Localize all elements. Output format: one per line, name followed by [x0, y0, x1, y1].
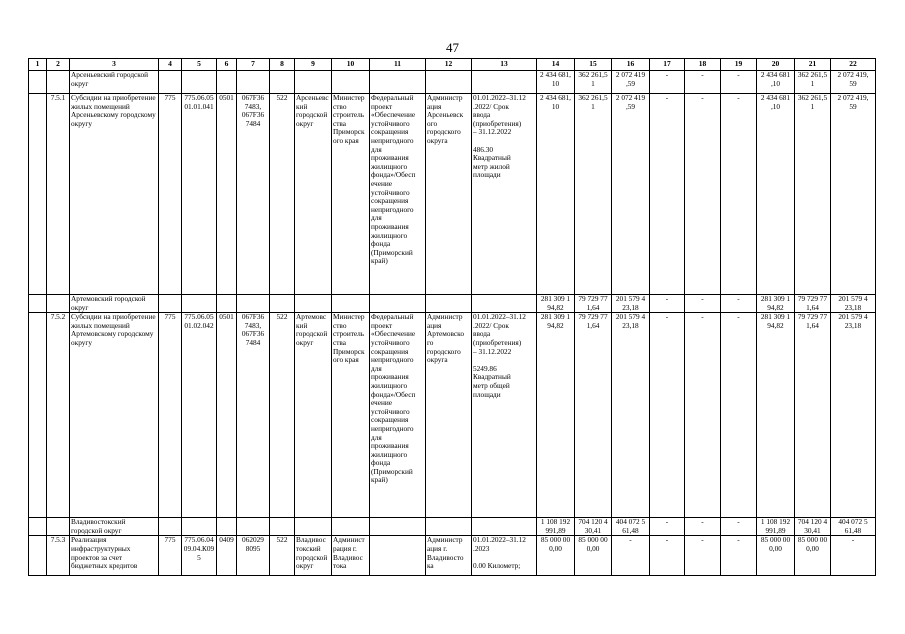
empty-cell	[332, 295, 370, 313]
empty-cell	[426, 71, 472, 94]
cell-name: Субсидии на приобретение жилых помещений Артемовскому городскому округу	[70, 313, 159, 518]
empty-cell	[295, 71, 332, 94]
column-header-5: 5	[182, 59, 217, 71]
cell-c6: 0409	[217, 536, 237, 576]
cell-c21: 362 261,5 1	[795, 94, 831, 295]
cell-c20: 85 000 00 0,00	[757, 536, 795, 576]
empty-cell	[237, 518, 270, 536]
empty-cell	[332, 71, 370, 94]
cell-c7: 067F36 7483, 067F36 7484	[237, 94, 270, 295]
empty-cell	[29, 536, 47, 576]
cell-c7: 062029 8095	[237, 536, 270, 576]
empty-cell	[47, 518, 70, 536]
cell-c20: 281 309 1 94,82	[757, 313, 795, 518]
cell-c4: 775	[159, 313, 182, 518]
column-header-14: 14	[537, 59, 575, 71]
empty-cell	[472, 518, 537, 536]
cell-c11: Федеральный проект «Обеспечение устойчивого сокращения непригодного для проживания жилищного фонда»/Обесп ечение устойчивого сокращения непригодного для проживания жилищного фонда (Приморский край)	[370, 94, 426, 295]
cell-c18: -	[685, 313, 721, 518]
column-header-6: 6	[217, 59, 237, 71]
cell-c17: -	[650, 536, 685, 576]
cell-c14: 281 309 1 94,82	[537, 295, 575, 313]
cell-c22: -	[831, 536, 876, 576]
cell-c17: -	[650, 295, 685, 313]
cell-c13: 01.01.2022–31.12 .2022/ Срок ввода (приобретения) – 31.12.2022 5249.86 Квадратный метр общей площади	[472, 313, 537, 518]
column-header-13: 13	[472, 59, 537, 71]
empty-cell	[295, 295, 332, 313]
cell-c15: 79 729 77 1,64	[575, 313, 612, 518]
cell-c22: 201 579 4 23,18	[831, 295, 876, 313]
cell-c11: Федеральный проект «Обеспечение устойчивого сокращения непригодного для проживания жилищного фонда»/Обесп ечение устойчивого сокращения непригодного для проживания жилищного фонда (Приморский край)	[370, 313, 426, 518]
column-header-18: 18	[685, 59, 721, 71]
empty-cell	[472, 295, 537, 313]
cell-c21: 704 120 4 30,41	[795, 518, 831, 536]
empty-cell	[182, 295, 217, 313]
cell-c22: 404 072 5 61,48	[831, 518, 876, 536]
empty-cell	[29, 71, 47, 94]
cell-c22: 2 072 419, 59	[831, 71, 876, 94]
cell-name: Субсидии на приобретение жилых помещений Арсеньевскому городскому округу	[70, 94, 159, 295]
cell-c16: 2 072 419 ,59	[612, 94, 650, 295]
cell-c18: -	[685, 71, 721, 94]
cell-c19: -	[721, 536, 757, 576]
empty-cell	[332, 518, 370, 536]
empty-cell	[159, 518, 182, 536]
cell-c14: 2 434 681, 10	[537, 94, 575, 295]
empty-cell	[182, 71, 217, 94]
subtotal-row	[29, 71, 876, 94]
column-header-8: 8	[270, 59, 295, 71]
column-header-10: 10	[332, 59, 370, 71]
cell-c19: -	[721, 295, 757, 313]
empty-cell	[29, 313, 47, 518]
empty-cell	[217, 518, 237, 536]
cell-c12: Администр ация г. Владивосто ка	[426, 536, 472, 576]
empty-cell	[47, 71, 70, 94]
cell-c5: 775.06.05 01.01.041	[182, 94, 217, 295]
column-header-21: 21	[795, 59, 831, 71]
cell-c15: 362 261,5 1	[575, 94, 612, 295]
column-header-4: 4	[159, 59, 182, 71]
empty-cell	[370, 71, 426, 94]
cell-c18: -	[685, 295, 721, 313]
empty-cell	[426, 295, 472, 313]
cell-c14: 2 434 681, 10	[537, 71, 575, 94]
cell-c10: Министер ство строитель ства Приморск ого края	[332, 94, 370, 295]
empty-cell	[472, 71, 537, 94]
cell-c13: 01.01.2022–31.12 .2023 0.00 Километр;	[472, 536, 537, 576]
cell-num: 7.5.1	[47, 94, 70, 295]
column-header-17: 17	[650, 59, 685, 71]
cell-name: Владивостокский городской округ	[70, 518, 159, 536]
column-header-7: 7	[237, 59, 270, 71]
table-row	[29, 313, 876, 518]
cell-c20: 281 309 1 94,82	[757, 295, 795, 313]
cell-c21: 362 261,5 1	[795, 71, 831, 94]
column-header-3: 3	[70, 59, 159, 71]
empty-cell	[270, 518, 295, 536]
column-header-row	[29, 59, 876, 71]
cell-c9: Арсеньевс кий городской округ	[295, 94, 332, 295]
cell-c18: -	[685, 518, 721, 536]
cell-c11	[370, 536, 426, 576]
column-header-2: 2	[47, 59, 70, 71]
cell-name: Реализация инфраструктурных проектов за счет бюджетных кредитов	[70, 536, 159, 576]
cell-c22: 2 072 419, 59	[831, 94, 876, 295]
cell-name: Арсеньевский городской округ	[70, 71, 159, 94]
empty-cell	[270, 295, 295, 313]
cell-c9: Артемовс кий городской округ	[295, 313, 332, 518]
empty-cell	[29, 94, 47, 295]
cell-c12: Администр ация Арсеньевск ого городского округа	[426, 94, 472, 295]
cell-c15: 85 000 00 0,00	[575, 536, 612, 576]
empty-cell	[182, 518, 217, 536]
empty-cell	[29, 295, 47, 313]
cell-c16: 404 072 5 61,48	[612, 518, 650, 536]
cell-c17: -	[650, 94, 685, 295]
cell-c5: 775.06.05 01.02.042	[182, 313, 217, 518]
cell-c14: 281 309 1 94,82	[537, 313, 575, 518]
budget-table	[28, 58, 876, 576]
cell-c20: 2 434 681 ,10	[757, 71, 795, 94]
subtotal-row	[29, 295, 876, 313]
empty-cell	[237, 71, 270, 94]
cell-c18: -	[685, 536, 721, 576]
empty-cell	[237, 295, 270, 313]
cell-c7: 067F36 7483, 067F36 7484	[237, 313, 270, 518]
cell-c8: 522	[270, 536, 295, 576]
cell-c17: -	[650, 71, 685, 94]
cell-c18: -	[685, 94, 721, 295]
cell-c16: 201 579 4 23,18	[612, 313, 650, 518]
empty-cell	[295, 518, 332, 536]
empty-cell	[217, 295, 237, 313]
cell-c14: 1 108 192 991,89	[537, 518, 575, 536]
subtotal-row	[29, 518, 876, 536]
cell-c6: 0501	[217, 94, 237, 295]
column-header-12: 12	[426, 59, 472, 71]
cell-c12: Администр ация Артемовско го городского округа	[426, 313, 472, 518]
cell-c19: -	[721, 518, 757, 536]
cell-c4: 775	[159, 94, 182, 295]
cell-c20: 2 434 681 ,10	[757, 94, 795, 295]
cell-c16: 2 072 419 ,59	[612, 71, 650, 94]
cell-name: Артемовский городской округ	[70, 295, 159, 313]
cell-c16: 201 579 4 23,18	[612, 295, 650, 313]
cell-c8: 522	[270, 313, 295, 518]
empty-cell	[47, 295, 70, 313]
cell-c5: 775.06.04 09.04.К09 5	[182, 536, 217, 576]
column-header-15: 15	[575, 59, 612, 71]
cell-c22: 201 579 4 23,18	[831, 313, 876, 518]
cell-c15: 704 120 4 30,41	[575, 518, 612, 536]
cell-c14: 85 000 00 0,00	[537, 536, 575, 576]
cell-c8: 522	[270, 94, 295, 295]
cell-num: 7.5.2	[47, 313, 70, 518]
empty-cell	[217, 71, 237, 94]
cell-c19: -	[721, 71, 757, 94]
cell-c20: 1 108 192 991,89	[757, 518, 795, 536]
cell-c21: 79 729 77 1,64	[795, 313, 831, 518]
empty-cell	[159, 71, 182, 94]
cell-c15: 79 729 77 1,64	[575, 295, 612, 313]
column-header-11: 11	[370, 59, 426, 71]
cell-c10: Министер ство строитель ства Приморск ого края	[332, 313, 370, 518]
empty-cell	[426, 518, 472, 536]
cell-c10: Админист рация г. Владивос тока	[332, 536, 370, 576]
cell-c21: 85 000 00 0,00	[795, 536, 831, 576]
cell-c4: 775	[159, 536, 182, 576]
page-number: 47	[446, 40, 459, 55]
empty-cell	[370, 518, 426, 536]
cell-c17: -	[650, 313, 685, 518]
table-row	[29, 94, 876, 295]
column-header-20: 20	[757, 59, 795, 71]
empty-cell	[159, 295, 182, 313]
table-row	[29, 536, 876, 576]
cell-c21: 79 729 77 1,64	[795, 295, 831, 313]
cell-c9: Владивос токский городской округ	[295, 536, 332, 576]
column-header-9: 9	[295, 59, 332, 71]
cell-c6: 0501	[217, 313, 237, 518]
empty-cell	[370, 295, 426, 313]
column-header-22: 22	[831, 59, 876, 71]
cell-num: 7.5.3	[47, 536, 70, 576]
column-header-16: 16	[612, 59, 650, 71]
column-header-19: 19	[721, 59, 757, 71]
cell-c13: 01.01.2022–31.12 .2022/ Срок ввода (приобретения) – 31.12.2022 486.30 Квадратный метр жилой площади	[472, 94, 537, 295]
cell-c16: -	[612, 536, 650, 576]
empty-cell	[270, 71, 295, 94]
cell-c19: -	[721, 94, 757, 295]
cell-c15: 362 261,5 1	[575, 71, 612, 94]
empty-cell	[29, 518, 47, 536]
cell-c19: -	[721, 313, 757, 518]
cell-c17: -	[650, 518, 685, 536]
column-header-1: 1	[29, 59, 47, 71]
